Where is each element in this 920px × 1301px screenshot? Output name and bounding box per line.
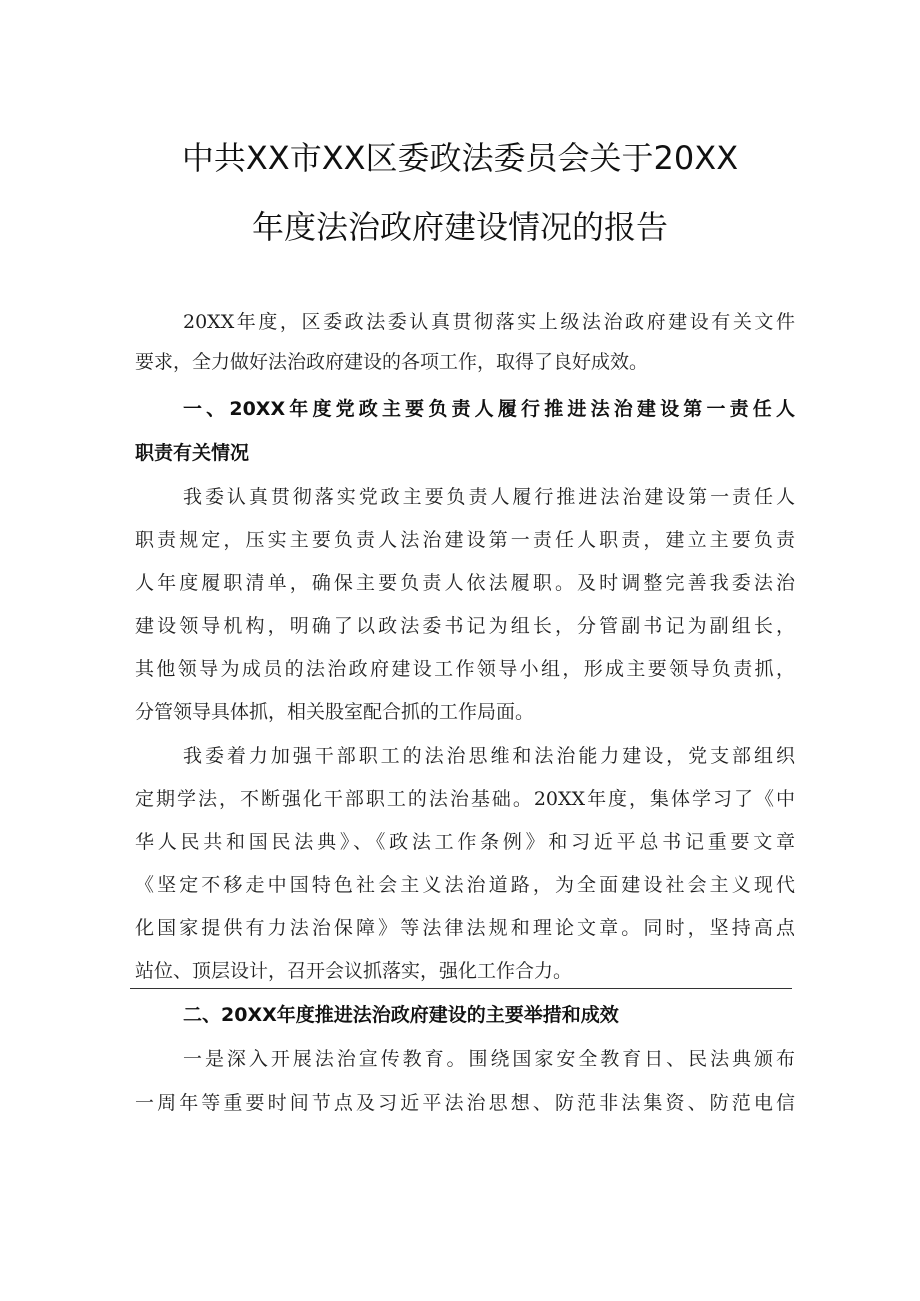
horizontal-rule — [130, 988, 792, 989]
body-paragraph-line: 我委认真贯彻落实党政主要负责人履行推进法治建设第一责任人 — [183, 486, 795, 508]
body-paragraph-line: 化国家提供有力法治保障》等法律法规和理论文章。同时，坚持高点 — [135, 917, 795, 939]
body-paragraph-line: 职责规定，压实主要负责人法治建设第一责任人职责，建立主要负责 — [135, 529, 795, 551]
body-paragraph-line: 站位、顶层设计，召开会议抓落实，强化工作合力。 — [135, 960, 573, 982]
body-paragraph-line: 定期学法，不断强化干部职工的法治基础。20XX年度，集体学习了《中 — [135, 788, 795, 810]
intro-paragraph-line: 20XX年度，区委政法委认真贯彻落实上级法治政府建设有关文件 — [183, 311, 795, 333]
intro-paragraph-line: 要求，全力做好法治政府建设的各项工作，取得了良好成效。 — [135, 351, 649, 373]
body-paragraph-line: 人年度履职清单，确保主要负责人依法履职。及时调整完善我委法治 — [135, 572, 795, 594]
body-paragraph-line: 《坚定不移走中国特色社会主义法治道路，为全面建设社会主义现代 — [135, 874, 795, 896]
body-paragraph-line: 一是深入开展法治宣传教育。围绕国家安全教育日、民法典颁布 — [183, 1048, 795, 1070]
body-paragraph-line: 其他领导为成员的法治政府建设工作领导小组，形成主要领导负责抓， — [135, 658, 795, 680]
document-title-line-2: 年度法治政府建设情况的报告 — [251, 208, 668, 246]
body-paragraph-line: 分管领导具体抓，相关股室配合抓的工作局面。 — [135, 701, 535, 723]
section-heading-1-cont: 职责有关情况 — [135, 442, 250, 464]
document-title-line-1: 中共XX市XX区委政法委员会关于20XX — [181, 139, 739, 177]
section-heading-2: 二、20XX年度推进法治政府建设的主要举措和成效 — [183, 1004, 619, 1026]
body-paragraph-line: 华人民共和国民法典》、《政法工作条例》和习近平总书记重要文章 — [135, 831, 795, 853]
body-paragraph-line: 我委着力加强干部职工的法治思维和法治能力建设，党支部组织 — [183, 745, 795, 767]
section-heading-1: 一、20XX年度党政主要负责人履行推进法治建设第一责任人 — [183, 398, 795, 420]
body-paragraph-line: 一周年等重要时间节点及习近平法治思想、防范非法集资、防范电信 — [135, 1092, 795, 1114]
body-paragraph-line: 建设领导机构，明确了以政法委书记为组长，分管副书记为副组长， — [135, 615, 795, 637]
